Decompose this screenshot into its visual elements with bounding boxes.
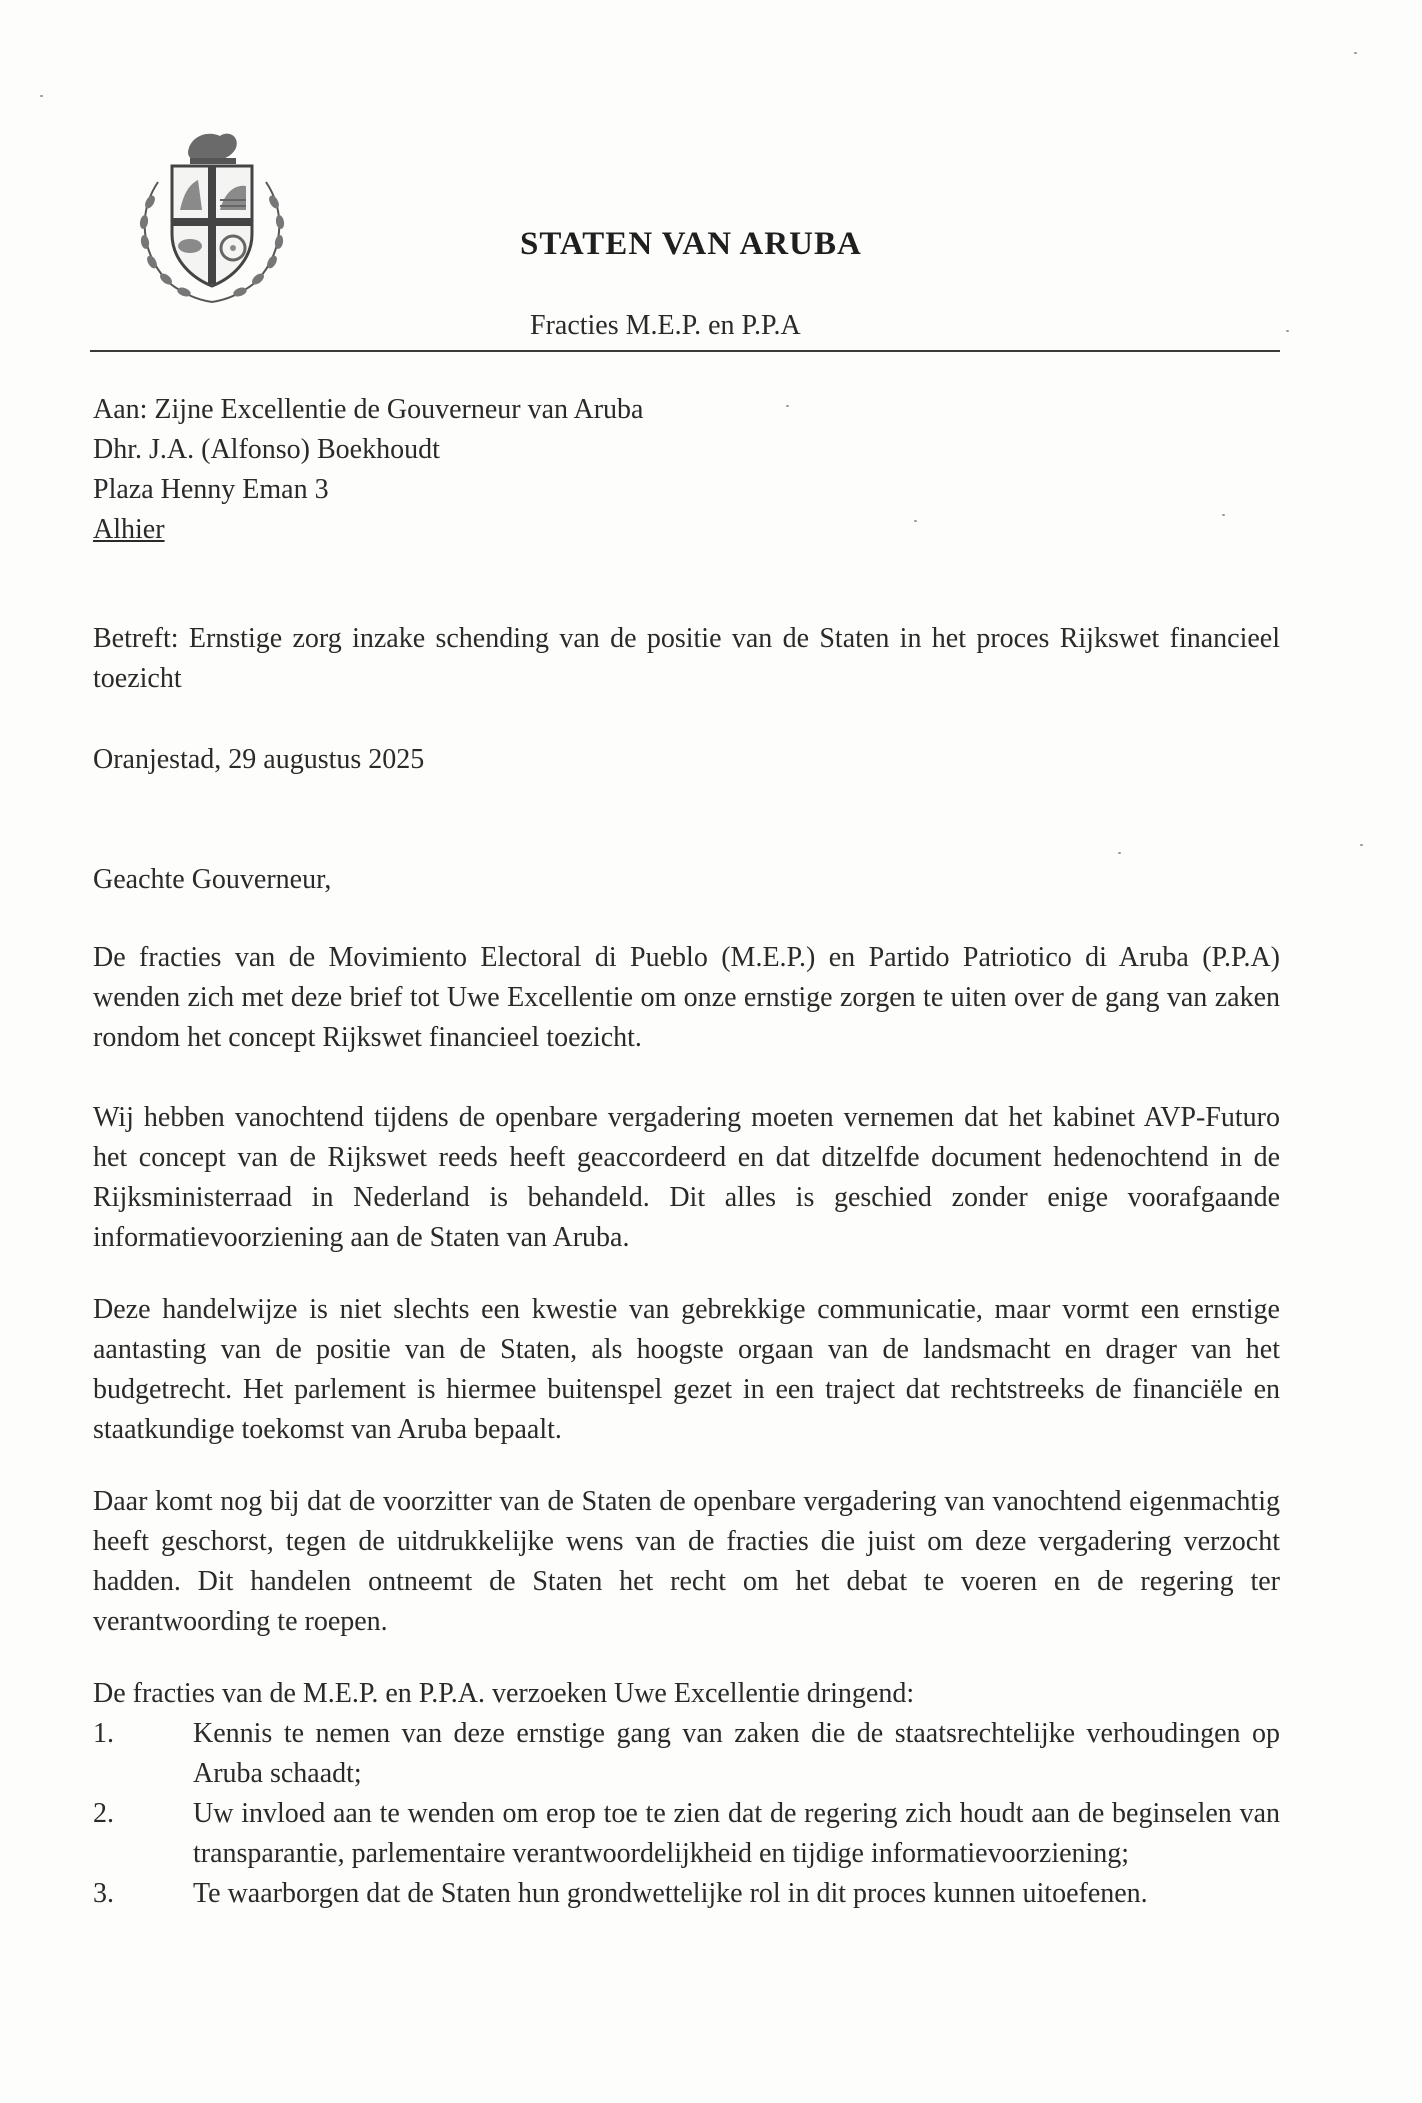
list-number: 2. — [93, 1798, 114, 1829]
scan-speck — [1222, 514, 1225, 516]
body-paragraph: Wij hebben vanochtend tijdens de openbare vergadering moeten vernemen dat het kabinet AVP-Futuro het concept van de Rijkswet reeds heeft geaccordeerd en dat ditzelfde document hedenochtend in de Rijksministerraad in Nederland is behandeld. Dit alles is geschied zonder enige voorafgaande informatievoorziening aan de Staten van Aruba. — [93, 1102, 1280, 1253]
list-text: Kennis te nemen van deze ernstige gang van zaken die de staatsrechtelijke verhoudingen op Aruba schaadt; — [193, 1718, 1280, 1789]
scan-speck — [1118, 852, 1121, 854]
address-line: Dhr. J.A. (Alfonso) Boekhoudt — [93, 434, 440, 465]
list-number: 1. — [93, 1718, 114, 1749]
list-item — [93, 1714, 1280, 1794]
scan-speck — [786, 405, 789, 407]
list-item — [93, 1874, 1280, 1914]
address-line: Aan: Zijne Excellentie de Gouverneur van Aruba — [93, 394, 644, 425]
subject-line: Betreft: Ernstige zorg inzake schending van de positie van de Staten in het proces Rijkswet financieel toezicht — [93, 623, 1280, 694]
header-divider — [90, 350, 1280, 352]
scan-speck — [1354, 52, 1357, 54]
scan-speck — [40, 95, 43, 97]
list-text: Te waarborgen dat de Staten hun grondwettelijke rol in dit proces kunnen uitoefenen. — [193, 1878, 1148, 1909]
address-block — [93, 390, 643, 550]
aruba-coat-of-arms-icon — [128, 122, 296, 304]
date-line: Oranjestad, 29 augustus 2025 — [93, 744, 425, 775]
list-text: Uw invloed aan te wenden om erop toe te zien dat de regering zich houdt aan de beginselen van transparantie, parlementaire verantwoordelijkheid en tijdige informatievoorziening; — [193, 1798, 1280, 1869]
body-paragraph: Daar komt nog bij dat de voorzitter van de Staten de openbare vergadering van vanochtend eigenmachtig heeft geschorst, tegen de uitdrukkelijke wens van de fracties die juist om deze vergadering verzocht hadden. Dit handelen ontneemt de Staten het recht om het debat te voeren en de regering ter verantwoording te roepen. — [93, 1486, 1280, 1637]
body-paragraph: De fracties van de Movimiento Electoral di Pueblo (M.E.P.) en Partido Patriotico di Aruba (P.P.A) wenden zich met deze brief tot Uwe Excellentie om onze ernstige zorgen te uiten over de gang van zaken rondom het concept Rijkswet financieel toezicht. — [93, 942, 1280, 1053]
address-line: Plaza Henny Eman 3 — [93, 474, 329, 505]
scan-speck — [914, 520, 917, 522]
letterhead-subtitle: Fracties M.E.P. en P.P.A — [530, 310, 801, 341]
body-paragraph: Deze handelwijze is niet slechts een kwestie van gebrekkige communicatie, maar vormt een ernstige aantasting van de positie van de Staten, als hoogste orgaan van de landsmacht en drager van het budgetrecht. Het parlement is hiermee buitenspel gezet in een traject dat rechtstreeks de financiële en staatkundige toekomst van Aruba bepaalt. — [93, 1294, 1280, 1445]
list-item — [93, 1794, 1280, 1874]
page-title: STATEN VAN ARUBA — [520, 226, 862, 262]
request-list — [93, 1714, 1280, 1914]
salutation: Geachte Gouverneur, — [93, 864, 332, 895]
scan-speck — [1286, 330, 1289, 332]
list-number: 3. — [93, 1878, 114, 1909]
body-paragraph: De fracties van de M.E.P. en P.P.A. verzoeken Uwe Excellentie dringend: — [93, 1678, 915, 1709]
address-line: Alhier — [93, 514, 165, 545]
scan-speck — [1360, 844, 1363, 846]
